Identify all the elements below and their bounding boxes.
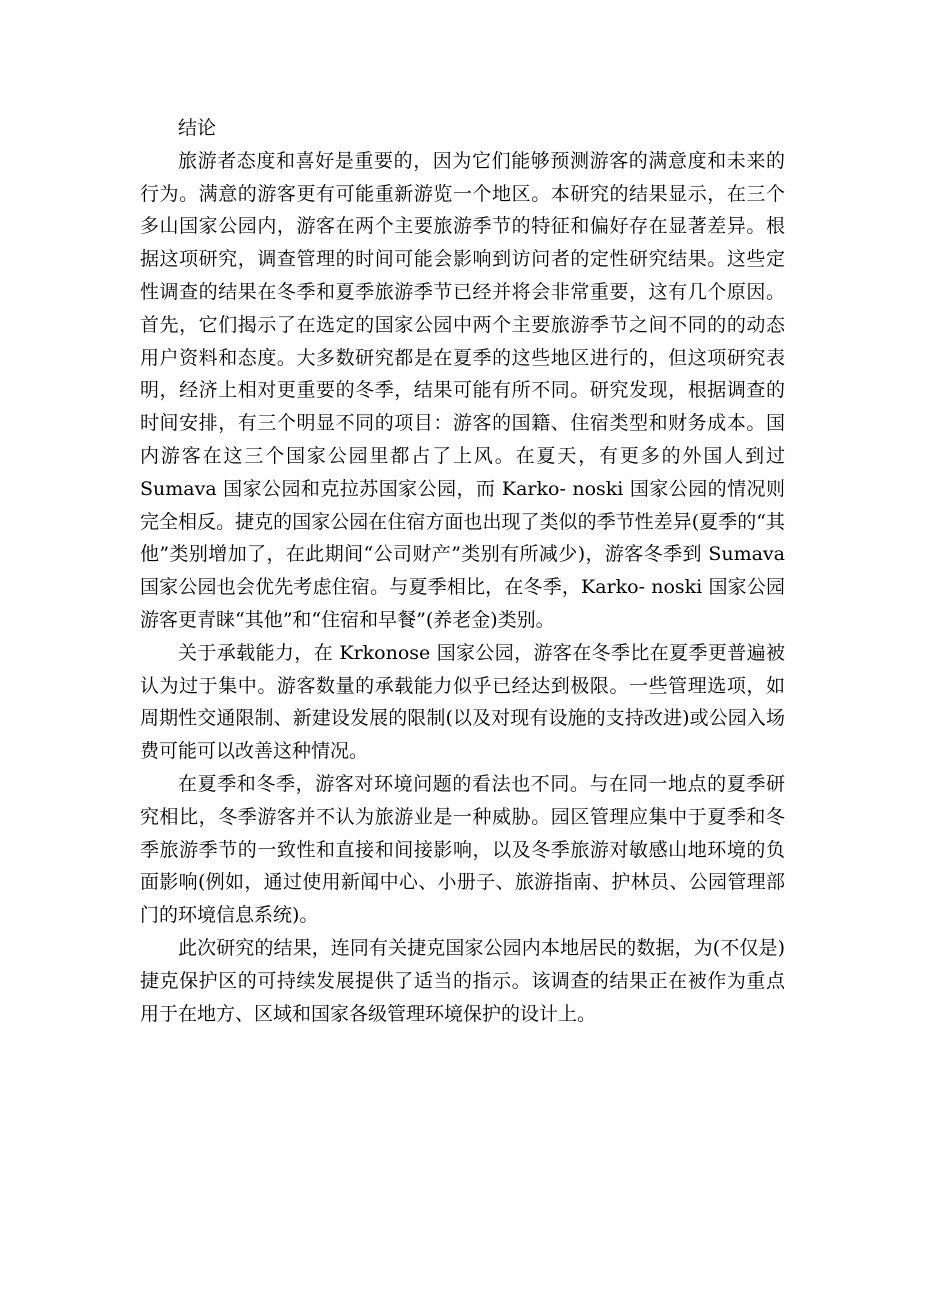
section-heading: 结论 xyxy=(178,117,217,139)
paragraph-4: 此次研究的结果，连同有关捷克国家公园内本地居民的数据，为(不仅是)捷克保护区的可持续发展提供了适当的指示。该调查的结果正在被作为重点用于在地方、区域和国家各级管理环境保护的设计上。 xyxy=(140,936,785,1025)
paragraph-2: 关于承载能力，在 Krkonose 国家公园，游客在冬季比在夏季更普遍被认为过于集中。游客数量的承载能力似乎已经达到极限。一些管理选项，如周期性交通限制、新建设发展的限制(以及对现有设施的支持改进)或公园入场费可能可以改善这种情况。 xyxy=(140,641,785,763)
document-body xyxy=(140,112,785,1030)
paragraph-1: 旅游者态度和喜好是重要的，因为它们能够预测游客的满意度和未来的行为。满意的游客更有可能重新游览一个地区。本研究的结果显示，在三个多山国家公园内，游客在两个主要旅游季节的特征和偏好存在显著差异。根据这项研究，调查管理的时间可能会影响到访问者的定性研究结果。这些定性调查的结果在冬季和夏季旅游季节已经并将会非常重要，这有几个原因。首先，它们揭示了在选定的国家公园中两个主要旅游季节之间不同的的动态用户资料和态度。大多数研究都是在夏季的这些地区进行的，但这项研究表明，经济上相对更重要的冬季，结果可能有所不同。研究发现，根据调查的时间安排，有三个明显不同的项目：游客的国籍、住宿类型和财务成本。国内游客在这三个国家公园里都占了上风。在夏天，有更多的外国人到过 Sumava 国家公园和克拉苏国家公园，而 Karko- noski 国家公园的情况则完全相反。捷克的国家公园在住宿方面也出现了类似的季节性差异(夏季的“其他”类别增加了，在此期间“公司财产”类别有所减少)，游客冬季到 Sumava 国家公园也会优先考虑住宿。与夏季相比，在冬季，Karko- noski 国家公园游客更青睐“其他”和“住宿和早餐”(养老金)类别。 xyxy=(140,149,785,631)
paragraph-3: 在夏季和冬季，游客对环境问题的看法也不同。与在同一地点的夏季研究相比，冬季游客并不认为旅游业是一种威胁。园区管理应集中于夏季和冬季旅游季节的一致性和直接和间接影响，以及冬季旅游对敏感山地环境的负面影响(例如，通过使用新闻中心、小册子、旅游指南、护林员、公园管理部门的环境信息系统)。 xyxy=(140,772,785,927)
